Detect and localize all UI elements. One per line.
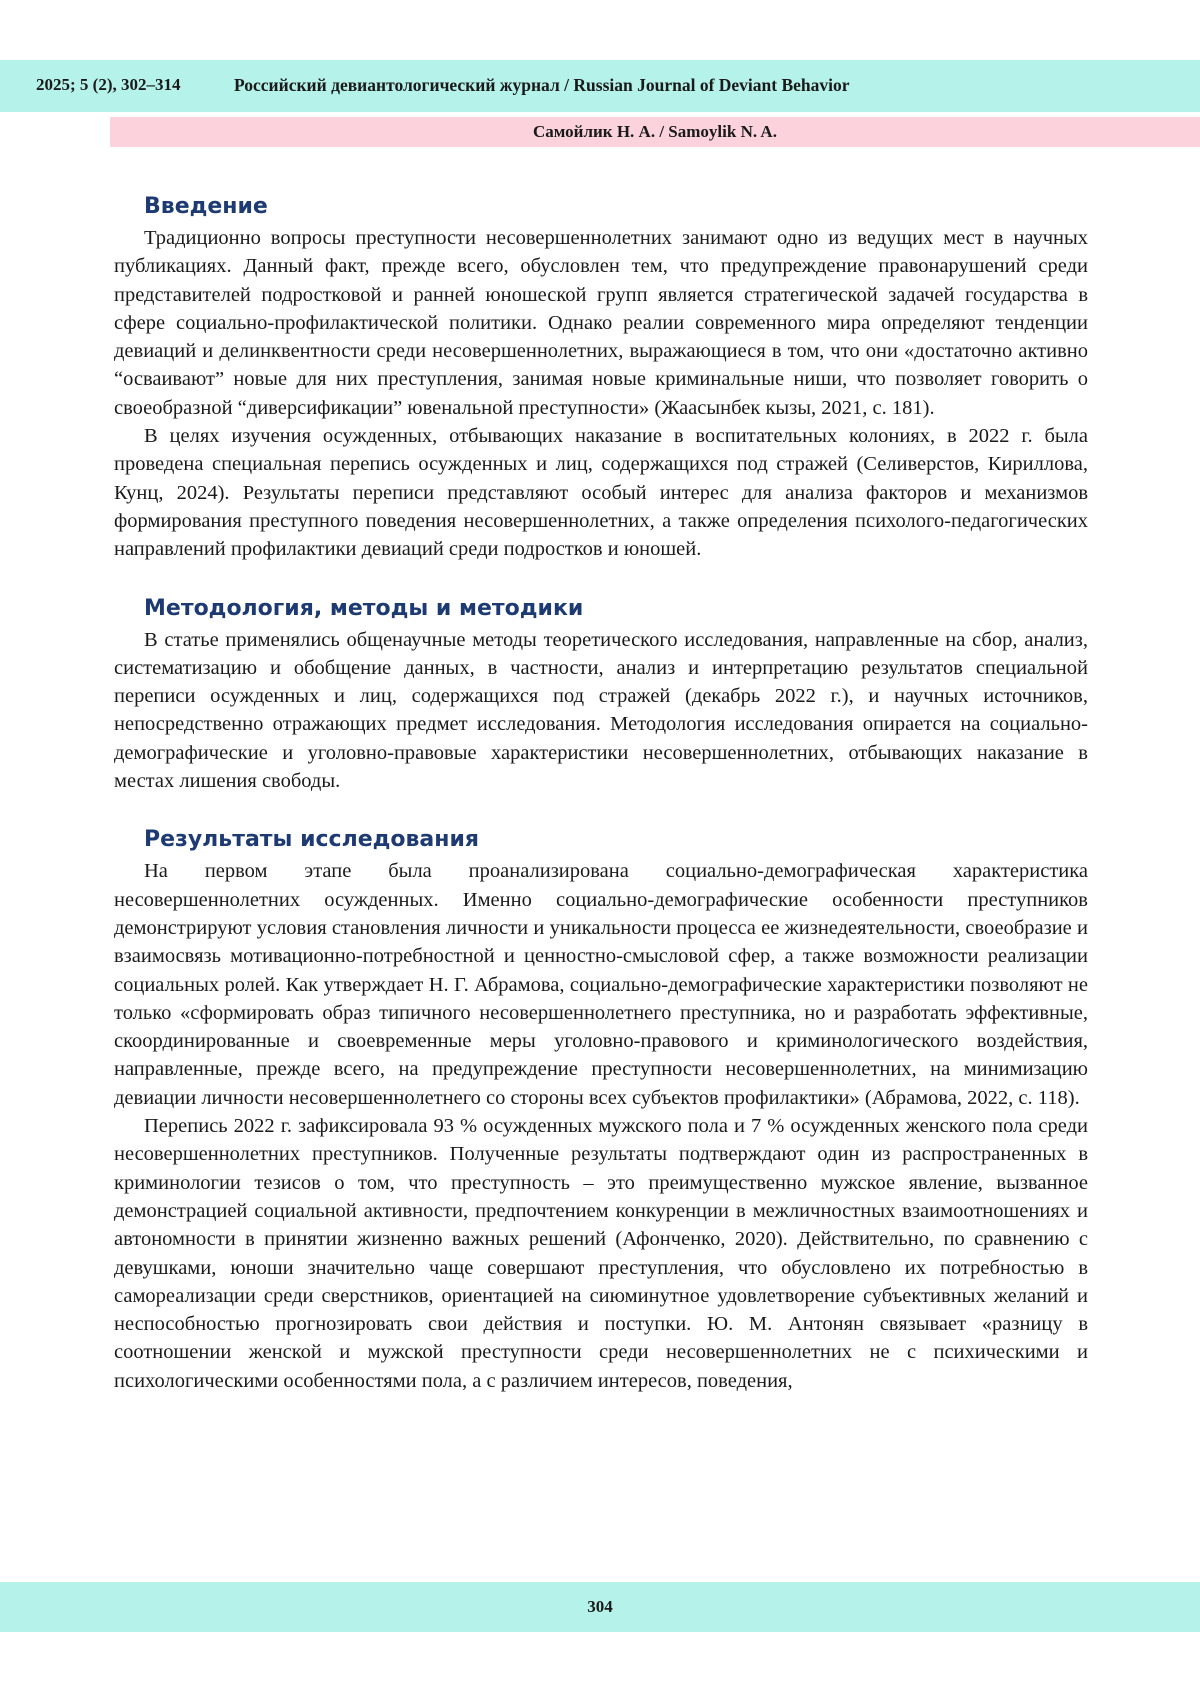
intro-paragraph-2: В целях изучения осужденных, отбывающих наказание в воспитательных колониях, в 2022 г. была проведена специальная перепись осужденных и лиц, содержащихся под стражей (Селиверстов, Кириллова, Кунц, 2024). Результаты переписи представляют особый интерес для анализа факторов и механизмов формирования преступного поведения несовершеннолетних, а также определения психолого-педагогических направлений профилактики девиаций среди подростков и юношей.	[114, 425, 1088, 561]
section-title-methods: Методология, методы и методики	[144, 595, 584, 621]
page-number: 304	[587, 1597, 613, 1616]
journal-title: Российский девиантологический журнал / Russian Journal of Deviant Behavior	[234, 75, 850, 95]
section-gap	[114, 564, 1088, 594]
journal-header-band	[0, 60, 1200, 112]
section-gap	[114, 795, 1088, 825]
results-paragraph-2: Перепись 2022 г. зафиксировала 93 % осужденных мужского пола и 7 % осужденных женского пола среди несовершеннолетних преступников. Полученные результаты подтверждают один из распространенных в криминологии тезисов о том, что преступность – это преимущественно мужское явление, вызванное демонстрацией социальной активности, предпочтением конкуренции в межличностных взаимоотношениях и автономности в принятии жизненно важных решений (Афонченко, 2020). Действительно, по сравнению с девушками, юноши значительно чаще совершают преступления, что обусловлено их потребностью в самореализации среди сверстников, ориентацией на сиюминутное удовлетворение субъективных желаний и неспособностью прогнозировать свои действия и поступки. Ю. М. Антонян связывает «разницу в соотношении женской и мужской преступности среди несовершеннолетних не с психическими и психологическими особенностями пола, а с различием интересов, поведения,	[114, 1115, 1088, 1392]
intro-paragraph-1: Традиционно вопросы преступности несовершеннолетних занимают одно из ведущих мест в научных публикациях. Данный факт, прежде всего, обусловлен тем, что предупреждение правонарушений среди представителей подростковой и ранней юношеской групп является стратегической задачей государства в сфере социально-профилактической политики. Однако реалии современного мира определяют тенденции девиаций и делинквентности среди несовершеннолетних, выражающиеся в том, что они «достаточно активно “осваивают” новые для них преступления, занимая новые криминальные ниши, что позволяет говорить о своеобразной “диверсификации” ювенальной преступности» (Жаасынбек кызы, 2021, с. 181).	[114, 227, 1088, 419]
page-footer	[0, 1582, 1200, 1632]
issue-info: 2025; 5 (2), 302–314	[36, 75, 181, 94]
section-title-intro: Введение	[144, 194, 268, 219]
author-header: Самойлик Н. А. / Samoylik N. A.	[110, 117, 1200, 147]
article-body	[114, 192, 1088, 1395]
results-paragraph-1: На первом этапе была проанализирована социально-демографическая характеристика несовершеннолетних осужденных. Именно социально-демографические особенности преступников демонстрируют условия становления личности и уникальности процесса ее жизнедеятельности, своеобразие и взаимосвязь мотивационно-потребностной и ценностно-смысловой сфер, а также возможности реализации социальных ролей. Как утверждает Н. Г. Абрамова, социально-демографические характеристики позволяют не только «сформировать образ типичного несовершеннолетнего преступника, но и разработать эффективные, скоординированные и своевременные меры уголовно-правового и криминологического воздействия, направленные, прежде всего, на предупреждение преступности несовершеннолетних, на минимизацию девиации личности несовершеннолетнего со стороны всех субъектов профилактики» (Абрамова, 2022, с. 118).	[114, 860, 1088, 1109]
section-title-results: Результаты исследования	[144, 827, 480, 853]
methods-paragraph-1: В статье применялись общенаучные методы теоретического исследования, направленные на сбор, анализ, систематизацию и обобщение данных, в частности, анализ и интерпретацию результатов специальной переписи осужденных и лиц, содержащихся под стражей (декабрь 2022 г.), и научных источников, непосредственно отражающих предмет исследования. Методология исследования опирается на социально-демографические и уголовно-правовые характеристики несовершеннолетних, отбывающих наказание в местах лишения свободы.	[114, 628, 1088, 793]
